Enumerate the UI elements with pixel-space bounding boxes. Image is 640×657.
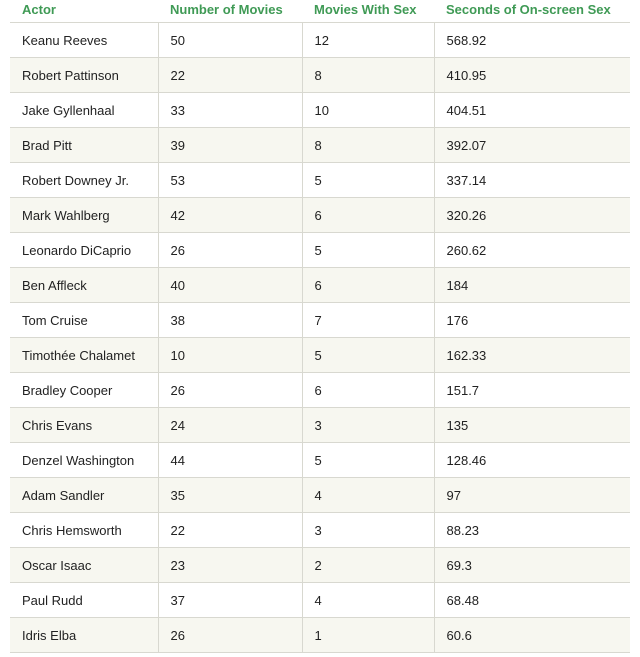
actor-stats-table-container <box>10 0 640 653</box>
cell-seconds-on-screen: 320.26 <box>434 198 630 233</box>
cell-movies-with-sex: 5 <box>302 233 434 268</box>
cell-movies-with-sex: 8 <box>302 58 434 93</box>
cell-movies-with-sex: 6 <box>302 373 434 408</box>
table-row <box>10 268 630 303</box>
header-seconds-on-screen: Seconds of On-screen Sex <box>434 0 630 23</box>
header-actor: Actor <box>10 0 158 23</box>
cell-seconds-on-screen: 68.48 <box>434 583 630 618</box>
cell-seconds-on-screen: 97 <box>434 478 630 513</box>
cell-number-of-movies: 50 <box>158 23 302 58</box>
cell-number-of-movies: 10 <box>158 338 302 373</box>
table-row <box>10 583 630 618</box>
cell-actor: Bradley Cooper <box>10 373 158 408</box>
cell-seconds-on-screen: 184 <box>434 268 630 303</box>
cell-number-of-movies: 23 <box>158 548 302 583</box>
cell-seconds-on-screen: 410.95 <box>434 58 630 93</box>
cell-number-of-movies: 39 <box>158 128 302 163</box>
cell-seconds-on-screen: 392.07 <box>434 128 630 163</box>
cell-actor: Timothée Chalamet <box>10 338 158 373</box>
table-row <box>10 198 630 233</box>
cell-number-of-movies: 42 <box>158 198 302 233</box>
table-row <box>10 443 630 478</box>
cell-movies-with-sex: 4 <box>302 478 434 513</box>
cell-actor: Chris Hemsworth <box>10 513 158 548</box>
header-movies-with-sex: Movies With Sex <box>302 0 434 23</box>
cell-number-of-movies: 53 <box>158 163 302 198</box>
cell-actor: Paul Rudd <box>10 583 158 618</box>
cell-actor: Leonardo DiCaprio <box>10 233 158 268</box>
cell-number-of-movies: 33 <box>158 93 302 128</box>
cell-actor: Tom Cruise <box>10 303 158 338</box>
cell-movies-with-sex: 6 <box>302 268 434 303</box>
table-row <box>10 163 630 198</box>
table-row <box>10 548 630 583</box>
cell-actor: Keanu Reeves <box>10 23 158 58</box>
cell-number-of-movies: 26 <box>158 618 302 653</box>
cell-movies-with-sex: 3 <box>302 513 434 548</box>
table-row <box>10 93 630 128</box>
table-row <box>10 233 630 268</box>
actor-stats-table <box>10 0 630 653</box>
cell-actor: Jake Gyllenhaal <box>10 93 158 128</box>
cell-movies-with-sex: 1 <box>302 618 434 653</box>
cell-seconds-on-screen: 69.3 <box>434 548 630 583</box>
cell-seconds-on-screen: 162.33 <box>434 338 630 373</box>
cell-number-of-movies: 40 <box>158 268 302 303</box>
cell-movies-with-sex: 12 <box>302 23 434 58</box>
cell-number-of-movies: 37 <box>158 583 302 618</box>
table-body <box>10 23 630 653</box>
cell-seconds-on-screen: 151.7 <box>434 373 630 408</box>
cell-number-of-movies: 38 <box>158 303 302 338</box>
cell-seconds-on-screen: 88.23 <box>434 513 630 548</box>
table-header <box>10 0 630 23</box>
cell-actor: Robert Downey Jr. <box>10 163 158 198</box>
cell-actor: Mark Wahlberg <box>10 198 158 233</box>
table-row <box>10 338 630 373</box>
cell-actor: Adam Sandler <box>10 478 158 513</box>
table-row <box>10 408 630 443</box>
cell-number-of-movies: 26 <box>158 233 302 268</box>
cell-seconds-on-screen: 135 <box>434 408 630 443</box>
cell-actor: Idris Elba <box>10 618 158 653</box>
cell-movies-with-sex: 5 <box>302 443 434 478</box>
cell-seconds-on-screen: 337.14 <box>434 163 630 198</box>
cell-number-of-movies: 24 <box>158 408 302 443</box>
cell-movies-with-sex: 7 <box>302 303 434 338</box>
cell-number-of-movies: 22 <box>158 58 302 93</box>
cell-movies-with-sex: 3 <box>302 408 434 443</box>
cell-movies-with-sex: 6 <box>302 198 434 233</box>
cell-seconds-on-screen: 404.51 <box>434 93 630 128</box>
table-row <box>10 23 630 58</box>
cell-movies-with-sex: 8 <box>302 128 434 163</box>
table-row <box>10 303 630 338</box>
cell-movies-with-sex: 10 <box>302 93 434 128</box>
cell-seconds-on-screen: 568.92 <box>434 23 630 58</box>
cell-movies-with-sex: 2 <box>302 548 434 583</box>
table-row <box>10 128 630 163</box>
cell-number-of-movies: 22 <box>158 513 302 548</box>
header-number-of-movies: Number of Movies <box>158 0 302 23</box>
table-row <box>10 478 630 513</box>
cell-movies-with-sex: 5 <box>302 338 434 373</box>
cell-movies-with-sex: 4 <box>302 583 434 618</box>
cell-movies-with-sex: 5 <box>302 163 434 198</box>
table-row <box>10 58 630 93</box>
cell-actor: Chris Evans <box>10 408 158 443</box>
cell-actor: Robert Pattinson <box>10 58 158 93</box>
table-row <box>10 373 630 408</box>
cell-seconds-on-screen: 260.62 <box>434 233 630 268</box>
cell-seconds-on-screen: 60.6 <box>434 618 630 653</box>
cell-seconds-on-screen: 128.46 <box>434 443 630 478</box>
cell-actor: Ben Affleck <box>10 268 158 303</box>
cell-number-of-movies: 35 <box>158 478 302 513</box>
cell-number-of-movies: 26 <box>158 373 302 408</box>
header-row <box>10 0 630 23</box>
table-row <box>10 618 630 653</box>
cell-actor: Oscar Isaac <box>10 548 158 583</box>
cell-seconds-on-screen: 176 <box>434 303 630 338</box>
cell-number-of-movies: 44 <box>158 443 302 478</box>
cell-actor: Brad Pitt <box>10 128 158 163</box>
table-row <box>10 513 630 548</box>
cell-actor: Denzel Washington <box>10 443 158 478</box>
